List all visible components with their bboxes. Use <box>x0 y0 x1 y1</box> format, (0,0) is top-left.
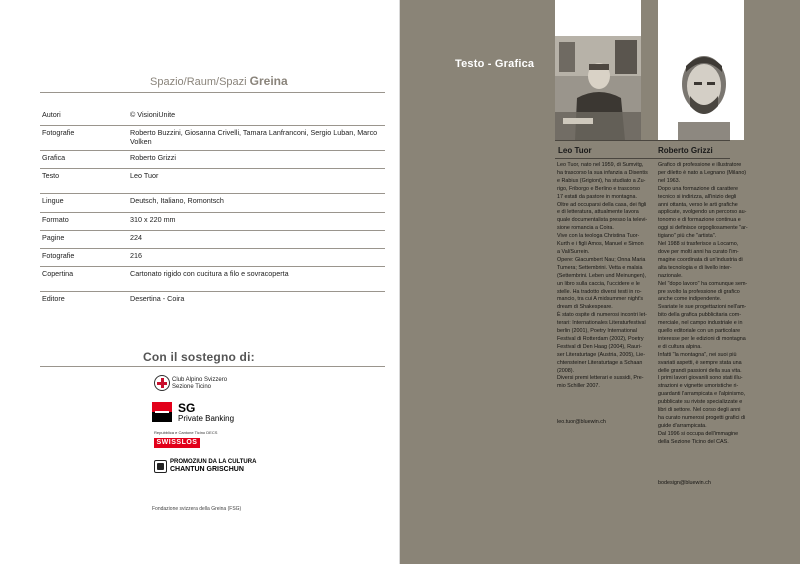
author-name: Leo Tuor <box>558 146 592 155</box>
swiss-cross-icon <box>154 375 170 391</box>
book-title <box>150 74 288 88</box>
designer-name: Roberto Grizzi <box>658 146 713 155</box>
swisslos-name: SWISSLOS <box>154 438 200 448</box>
author-email: leo.tuor@bluewin.ch <box>557 419 606 425</box>
foundation-note: Fondazione svizzera della Greina (FSG) <box>152 506 242 512</box>
spec-row <box>40 194 385 213</box>
photo-frame-top <box>658 0 744 36</box>
promo-cultura-logo <box>152 456 272 484</box>
designer-bio: Grafico di professione e illustratore per diletto è nato a Legnano (Milano) nel 1963. Dopo una formazione di carattere tecnico si indirizza, all'inizio degli anni ottanta, verso le arti grafiche applicate, svolgendo un percorso au- tonomo e di formazione continua e oggi si definisce orgogliosamente "ar- tigiano" più che "artista". Nel 1988 si trasferisce a Locarno, dove per molti anni ha curato l'im- magine coordinata di un'industria di alta tecnologia e di livello inter- nazionale. Nel "dopo lavoro" ha comunque sem- pre svolto la professione di grafico anche come indipendente. Svariate le sue progettazioni nell'am- bito della grafica pubblicitaria com- merciale, nel campo industriale e in quello editoriale con un particolare interesse per le edizioni di montagna e di cultura alpina. Infatti "la montagna", nei suoi più svariati aspetti, è sempre stata una delle grandi passioni della sua vita. I primi lavori giovanili sono stati illu- strazioni e vignette umoristiche ri- guardanti l'arrampicata e l'alpinismo, pubblicate su riviste specializzate e libri di settore. Nel corso degli anni ha curato numerosi progetti grafici di guide d'arrampicata. Dal 1996 si occupa dell'immagine della Sezione Ticino del CAS. <box>658 162 748 445</box>
swisslos-small-text: Repubblica e Cantone Ticino DECS <box>154 430 218 435</box>
spec-value: Leo Tuor <box>130 171 159 180</box>
spec-row <box>40 108 385 126</box>
book-title-main: Greina <box>249 74 288 88</box>
portrait-image <box>555 36 641 140</box>
sg-sub: Private Banking <box>178 414 235 423</box>
title-divider <box>40 92 385 93</box>
book-title-prefix: Spazio/Raum/Spazi <box>150 76 247 88</box>
spec-row <box>40 169 385 194</box>
ibex-icon <box>154 460 167 473</box>
spec-value: Deutsch, Italiano, Romontsch <box>130 196 224 205</box>
portrait-photo-leo-tuor <box>555 36 641 140</box>
spec-row <box>40 151 385 169</box>
spec-key: Fotografie <box>42 128 75 137</box>
spec-key: Grafica <box>42 153 66 162</box>
spec-key: Copertina <box>42 269 74 278</box>
spec-value: Desertina - Coira <box>130 294 185 303</box>
spec-value: Roberto Buzzini, Giosanna Crivelli, Tamara Lanfranconi, Sergio Luban, Marco Volken <box>130 128 378 146</box>
spec-value: © VisioniUnite <box>130 110 176 119</box>
spec-value: 310 x 220 mm <box>130 215 176 224</box>
spec-value: Roberto Grizzi <box>130 153 176 162</box>
spec-row <box>40 249 385 267</box>
photo-frame-top <box>555 0 641 36</box>
sg-name: SG <box>178 401 196 415</box>
cas-logo <box>152 372 272 400</box>
support-heading: Con il sostegno di: <box>143 350 255 364</box>
spec-row <box>40 292 385 309</box>
portrait-image <box>658 36 744 140</box>
cas-line1: Club Alpino Svizzero <box>172 377 228 383</box>
support-divider <box>40 366 385 367</box>
spec-row <box>40 213 385 231</box>
spec-key: Fotografie <box>42 251 75 260</box>
spec-key: Pagine <box>42 233 65 242</box>
caption-rule-bottom <box>555 158 730 159</box>
spec-value: Cartonato rigido con cucitura a filo e sovracoperta <box>130 269 289 278</box>
spec-table <box>40 108 385 309</box>
spec-value: 216 <box>130 251 142 260</box>
spec-row <box>40 267 385 292</box>
spec-row <box>40 231 385 249</box>
right-page <box>400 0 800 564</box>
sg-logo <box>152 400 272 428</box>
promo-line2: CHANTUN GRISCHUN <box>170 466 244 473</box>
caption-rule-top <box>555 140 730 141</box>
spec-value: 224 <box>130 233 142 242</box>
spec-key: Editore <box>42 294 65 303</box>
spec-key: Formato <box>42 215 69 224</box>
right-heading: Testo - Grafica <box>455 58 535 70</box>
swisslos-logo <box>152 428 272 456</box>
designer-email: bodesign@bluewin.ch <box>658 480 711 486</box>
spec-key: Testo <box>42 171 60 180</box>
portrait-photo-roberto-grizzi <box>658 36 744 140</box>
promo-line1: PROMOZIUN DA LA CULTURA <box>170 459 257 465</box>
spec-key: Lingue <box>42 196 64 205</box>
sponsor-logos <box>152 372 272 484</box>
sg-square-icon <box>152 402 172 422</box>
spec-key: Autori <box>42 110 61 119</box>
cas-line2: Sezione Ticino <box>172 384 212 390</box>
author-bio: Leo Tuor, nato nel 1959, di Sumvitg, ha trascorso la sua infanzia a Disentis e Rabius (Grigioni), ha studiato a Zu- rigo, Friborgo e Berlino e trascorso 17 estati da pastore in montagna. Oltre ad occuparsi della casa, dei figli e di letteratura, attualmente lavora quale documentalista presso la televi- sione romancia a Coira. Vive con la teologa Christina Tuor- Kurth e i figli Amos, Manuel e Simon a Val/Surrein. Opere: Giacumbert Nau; Onna Maria Tumera; Settembrini. Vetta e malsia (Settembrini. Leben und Meinungen), un libro sulla caccia, l'uccidere e le stelle. Ha tradotto diversi testi in ro- mancio, tra cui A midsummer night's dream di Shakespeare. È stato ospite di numerosi incontri let- terari: Internationales Literaturfestival berlin (2001), Poetry International Festival di Rotterdam (2002), Poetry Festival di Den Haag (2004), Rauri- ser Literaturtage (Austria, 2005), Lie- chtensteiner Literaturtage a Schaan (2008). Diversi premi letterari e sussidi, Pre- mio Schiller 2007. <box>557 162 648 390</box>
spec-row <box>40 126 385 151</box>
